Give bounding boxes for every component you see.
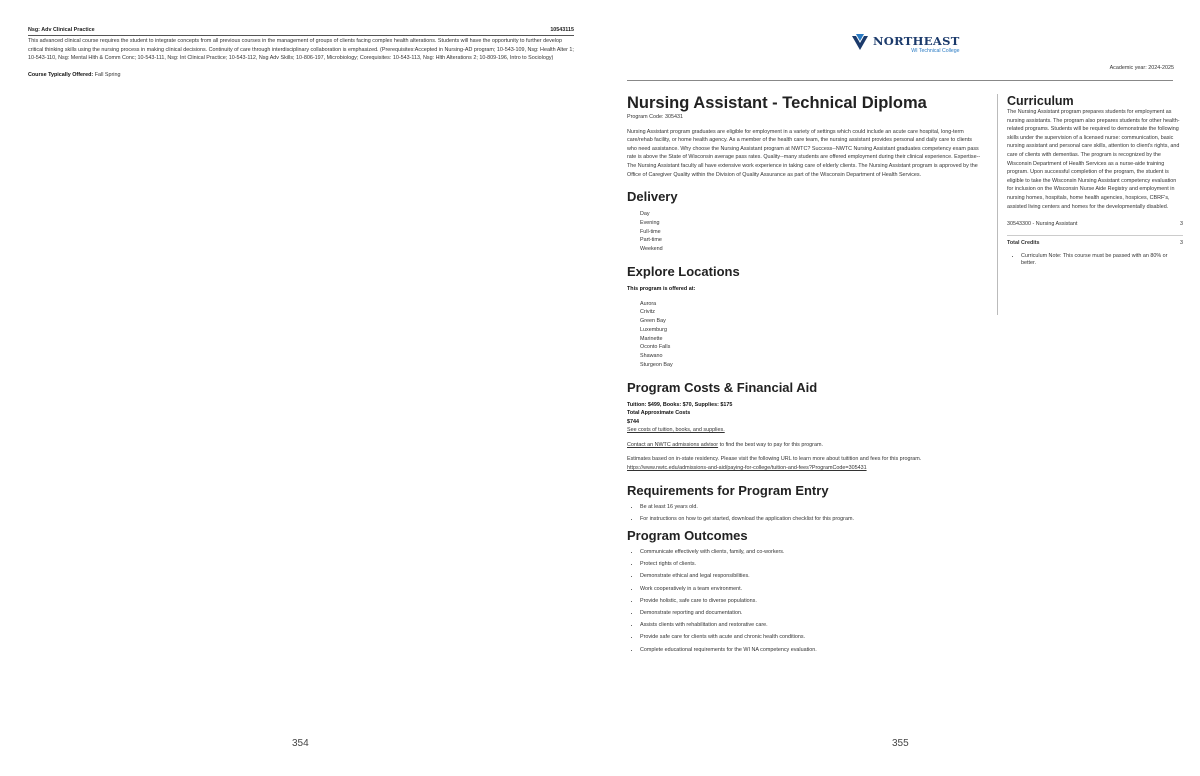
list-item: • Be at least 16 years old. bbox=[640, 504, 982, 511]
course-title: Nsg: Adv Clinical Practice bbox=[28, 27, 95, 33]
page-number-left: 354 bbox=[292, 738, 309, 749]
estimates-text: Estimates based on in-state residency. Please visit the following URL to learn more about tuitition and fees for this program. bbox=[627, 456, 922, 463]
total-costs-label: Total Approximate Costs bbox=[627, 410, 691, 417]
requirements-list bbox=[627, 504, 982, 523]
advisor-line bbox=[627, 441, 982, 450]
program-intro: Nursing Assistant program graduates are eligible for employment in a variety of settings which could include an acute care hospital, long-term care/rehab facility, or home health agency. As a member of the health care team, the nursing assistant provides personal and daily care to clients who need assistance. Why choose the Nursing Assistant program at NWTC? Success--NWTC Nursing Assistant graduates competency exam pass rate is above the State of Wisconsin average pass rates. Quality--many students are offered employment during their clinical experience. Expertise--The Nursing Assistant faculty all have extensive work experience in taking care of elderly clients. The Nursing Assistant program is approved by the Office of Caregiver Quality within the Division of Quality Assurance as part of the Wisconsin Department of Health Services. bbox=[627, 128, 981, 178]
total-credits-row bbox=[1007, 240, 1183, 246]
delivery-list bbox=[627, 210, 982, 254]
list-item: Sturgeon Bay bbox=[640, 361, 673, 368]
locations-intro: This program is offered at: bbox=[627, 285, 696, 292]
curriculum-text: The Nursing Assistant program prepares students for employment as nursing assistants. The program also prepares students for other health-related programs. Students will be required to demonstrate the following skills under the supervision of a licensed nurse: communication, basic nursing assistant and personal care skills, attention to client's rights, and care of clients with dementias. The program is recognized by the Wisconsin Department of Health Services as a nurse-aide training program. Upon successful completion of the program, the student is eligible to take the Wisconsin Nursing Assistant competency evaluation for inclusion on the Wisconsin Nurse Aide Registry and employment in nursing homes, hospitals, home health agencies, hospices, CBRF's, assisted living centers and homes for the developmentally disabled. bbox=[1007, 109, 1180, 210]
list-item: • Provide holistic, safe care to diverse populations. bbox=[640, 598, 982, 605]
list-item: Oconto Falls bbox=[640, 344, 671, 351]
list-item: Luxemburg bbox=[640, 326, 667, 333]
page-number-right: 355 bbox=[892, 738, 909, 749]
course-header bbox=[28, 27, 574, 36]
curriculum-course-name: 30543300 - Nursing Assistant bbox=[1007, 221, 1078, 228]
course-description: This advanced clinical course requires the student to integrate concepts from all previous courses in the management of groups of clients facing complex health alterations. Students will have the opportunity to further develop critical thinking skills using the nursing process in making clinical decisions. Continuity of care through interdisciplinary collaboration is emphasized. (Prerequisites:Accepted in Nursing-AD program; 10-543-109, Nsg: Health Alter 1; 10-543-110, Nsg: Mental Hlth & Comm Conc; 10-543-111, Nsg: Int Clinical Practice; 10-543-112, Nsg Adv Skills; 10-806-197, Microbiology; Corequisites: 10-543-113, Nsg: Hlth Alterations 2; 10-809-196, Intro to Sociology) bbox=[28, 38, 574, 62]
list-item: • Protect rights of clients. bbox=[640, 561, 982, 568]
curriculum-course-row bbox=[1007, 221, 1183, 227]
list-item: • Assists clients with rehabilitation and restorative care. bbox=[640, 622, 982, 629]
curriculum-notes bbox=[1007, 253, 1183, 267]
list-item: Marinette bbox=[640, 335, 663, 342]
course-offered bbox=[28, 72, 120, 78]
outcomes-list bbox=[627, 549, 982, 654]
tuition-text: Tuition: $499, Books: $70, Supplies: $175 bbox=[627, 401, 733, 408]
list-item: Weekend bbox=[640, 246, 663, 253]
curriculum-column bbox=[997, 94, 1183, 315]
academic-year: Academic year: 2024-2025 bbox=[1109, 65, 1174, 71]
logo-emblem-icon bbox=[850, 32, 870, 57]
advisor-link[interactable]: Contact an NWTC admissions advisor bbox=[627, 441, 719, 448]
total-credits-value: 3 bbox=[1180, 240, 1183, 247]
right-page bbox=[600, 0, 1200, 776]
curriculum-divider bbox=[1007, 235, 1183, 236]
logo-name: NORTHEAST bbox=[873, 33, 960, 48]
outcomes-heading: Program Outcomes bbox=[627, 528, 748, 544]
advisor-text: to find the best way to pay for this program. bbox=[718, 441, 823, 448]
requirements-heading: Requirements for Program Entry bbox=[627, 482, 829, 498]
list-item: Crivitz bbox=[640, 309, 655, 316]
page-title: Nursing Assistant - Technical Diploma bbox=[627, 94, 927, 112]
list-item: • For instructions on how to get started, download the application checklist for this program. bbox=[640, 516, 982, 523]
list-item: Day bbox=[640, 211, 650, 218]
list-item: • Work cooperatively in a team environment. bbox=[640, 586, 982, 593]
logo-subtitle: WI Technical College bbox=[911, 47, 960, 54]
main-column bbox=[627, 94, 982, 659]
course-offered-value: Fall Spring bbox=[94, 72, 121, 78]
curriculum-note: • Curriculum Note: This course must be passed with an 80% or better. bbox=[1021, 253, 1183, 267]
list-item: • Complete educational requirements for the WI NA competency evaluation. bbox=[640, 647, 982, 654]
costs-link[interactable]: See costs of tuition, books, and supplies. bbox=[627, 427, 725, 434]
curriculum-course-credits: 3 bbox=[1180, 221, 1183, 228]
course-offered-label: Course Typically Offered: bbox=[28, 72, 94, 78]
list-item: • Provide safe care for clients with acute and chronic health conditions. bbox=[640, 634, 982, 641]
tuition-url-link[interactable]: https://www.nwtc.edu/admissions-and-aid/paying-for-college/tuition-and-fees?ProgramCode=305431 bbox=[627, 465, 867, 472]
list-item: Green Bay bbox=[640, 318, 666, 324]
delivery-heading: Delivery bbox=[627, 189, 678, 205]
list-item: Full-time bbox=[640, 228, 661, 235]
list-item: Evening bbox=[640, 219, 660, 226]
locations-list bbox=[627, 300, 982, 370]
list-item: • Communicate effectively with clients, family, and co-workers. bbox=[640, 549, 982, 556]
total-credits-label: Total Credits bbox=[1007, 240, 1040, 247]
list-item: Part-time bbox=[640, 237, 662, 244]
course-code: 10543115 bbox=[550, 27, 574, 33]
curriculum-heading: Curriculum bbox=[1007, 94, 1074, 108]
costs-heading: Program Costs & Financial Aid bbox=[627, 379, 818, 395]
list-item: Aurora bbox=[640, 300, 657, 307]
list-item: • Demonstrate ethical and legal responsibilities. bbox=[640, 573, 982, 580]
program-code: Program Code: 305431 bbox=[627, 114, 684, 120]
total-costs-value: $744 bbox=[627, 418, 639, 425]
college-logo bbox=[850, 32, 960, 57]
locations-heading: Explore Locations bbox=[627, 263, 740, 279]
list-item: Shawano bbox=[640, 353, 663, 359]
header-divider bbox=[627, 80, 1173, 81]
list-item: • Demonstrate reporting and documentation. bbox=[640, 610, 982, 617]
